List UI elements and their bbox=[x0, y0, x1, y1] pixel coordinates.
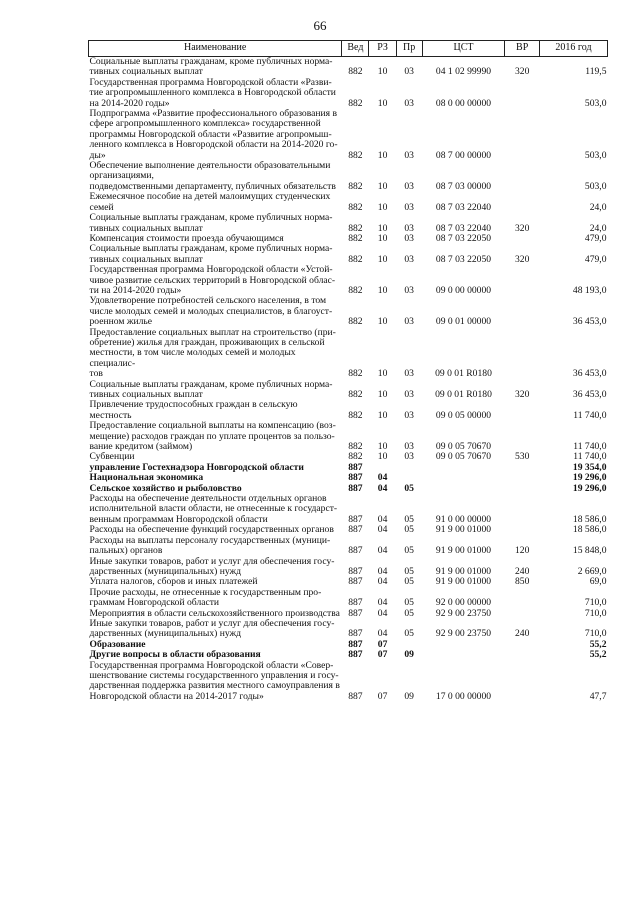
table-row bbox=[89, 400, 608, 421]
row-name bbox=[89, 661, 342, 703]
row-vr bbox=[505, 328, 540, 380]
row-name-line: Государственная программа Новгородской области «Устой- bbox=[89, 264, 333, 276]
row-cst: 91 9 00 01000 bbox=[435, 545, 492, 557]
row-name bbox=[89, 192, 342, 213]
row-pr: 03 bbox=[404, 149, 414, 161]
row-rz: 04 bbox=[377, 576, 388, 588]
row-vr: 240 bbox=[514, 565, 530, 577]
row-vr: 850 bbox=[514, 576, 530, 588]
row-ved: 887 bbox=[348, 576, 363, 588]
table-row bbox=[89, 328, 608, 380]
row-ved: 887 bbox=[348, 545, 363, 557]
row-name-line: тивных социальных выплат bbox=[89, 389, 203, 400]
header-rz: РЗ bbox=[369, 41, 396, 57]
row-ved: 882 bbox=[348, 97, 363, 109]
table-row bbox=[89, 57, 608, 78]
row-vr bbox=[505, 650, 540, 660]
row-pr: 09 bbox=[404, 690, 414, 702]
row-pr: 05 bbox=[404, 565, 414, 577]
row-sum: 11 740,0 bbox=[573, 409, 607, 421]
row-vr bbox=[505, 265, 540, 296]
header-cst: ЦСТ bbox=[422, 41, 505, 57]
row-name-line: чивое развитие сельских территорий в Новгородской облас- bbox=[89, 274, 336, 286]
header-ved: Вед bbox=[342, 41, 369, 57]
row-rz: 04 bbox=[377, 524, 388, 536]
row-cst: 91 9 00 01000 bbox=[435, 565, 492, 577]
row-pr: 05 bbox=[404, 482, 414, 494]
row-name-line: мещение) расходов граждан по уплате процентов за пользо- bbox=[89, 430, 335, 442]
row-rz: 04 bbox=[377, 597, 388, 609]
row-pr: 03 bbox=[404, 97, 414, 109]
row-pr: 05 bbox=[404, 607, 414, 619]
table-row bbox=[89, 296, 608, 327]
row-name bbox=[89, 161, 342, 192]
row-ved: 887 bbox=[348, 649, 363, 661]
table-row bbox=[89, 650, 608, 660]
row-ved: 882 bbox=[348, 284, 363, 296]
row-ved: 887 bbox=[348, 461, 363, 473]
row-name-line: тивных социальных выплат bbox=[89, 253, 203, 265]
row-sum: 19 354,0 bbox=[572, 461, 607, 473]
row-sum: 503,0 bbox=[584, 180, 607, 192]
row-name-line: Социальные выплаты гражданам, кроме публичных норма- bbox=[89, 56, 333, 67]
row-name-line: Образование bbox=[89, 638, 146, 650]
row-name-line: Прочие расходы, не отнесенные к государственным про- bbox=[89, 586, 322, 598]
row-name-line: ти на 2014-2020 годы» bbox=[89, 284, 182, 296]
row-rz: 10 bbox=[377, 149, 388, 161]
row-name-line: Субвенции bbox=[89, 451, 135, 463]
row-name-line: Социальные выплаты гражданам, кроме публичных норма- bbox=[89, 378, 333, 390]
row-rz: 07 bbox=[377, 638, 388, 650]
row-sum: 48 193,0 bbox=[572, 284, 607, 296]
row-rz: 10 bbox=[377, 441, 388, 453]
row-pr: 03 bbox=[404, 284, 414, 296]
row-name-line: управление Гостехнадзора Новгородской области bbox=[89, 461, 304, 473]
table-body bbox=[89, 57, 608, 703]
row-name-line: Расходы на обеспечение деятельности отдельных органов bbox=[89, 493, 327, 505]
table-row bbox=[89, 213, 608, 234]
row-name-line: венным программам Новгородской области bbox=[89, 513, 268, 525]
row-vr: 240 bbox=[514, 628, 530, 640]
row-cst: 91 9 00 01000 bbox=[435, 576, 492, 588]
row-vr bbox=[505, 192, 540, 213]
row-ved: 887 bbox=[348, 565, 363, 577]
row-name-line: исполнительной власти области, не отнесенные к государст- bbox=[89, 503, 338, 515]
row-sum: 19 296,0 bbox=[572, 472, 607, 484]
row-vr bbox=[505, 609, 540, 619]
row-name-line: программы Новгородской области «Развитие агропромыш- bbox=[89, 128, 332, 140]
row-name-line: подведомственными департаменту, публичных обязательств bbox=[89, 180, 336, 192]
row-cst: 09 0 05 70670 bbox=[435, 451, 492, 463]
row-sum: 18 586,0 bbox=[572, 513, 607, 525]
row-name-line: Новгородской области на 2014-2017 годы» bbox=[89, 690, 264, 702]
row-vr bbox=[505, 473, 540, 483]
row-name-line: числе молодых семей и молодых специалистов, в благоуст- bbox=[89, 305, 333, 317]
row-cst: 92 9 00 23750 bbox=[435, 607, 492, 619]
row-cst: 17 0 00 00000 bbox=[435, 690, 492, 702]
row-cst: 08 7 03 22040 bbox=[435, 201, 492, 213]
row-rz: 10 bbox=[377, 201, 388, 213]
row-sum: 36 453,0 bbox=[572, 316, 607, 328]
row-name bbox=[89, 494, 342, 525]
row-sum: 24,0 bbox=[589, 201, 607, 213]
row-cst: 09 0 05 70670 bbox=[435, 441, 492, 453]
row-sum: 69,0 bbox=[589, 576, 607, 588]
row-vr bbox=[505, 640, 540, 650]
row-sum: 18 586,0 bbox=[572, 524, 607, 536]
row-name-line: дарственных (муниципальных) нужд bbox=[89, 628, 242, 640]
row-rz: 10 bbox=[377, 284, 388, 296]
row-name bbox=[89, 109, 342, 161]
row-name-line: Мероприятия в области сельскохозяйственного производства bbox=[89, 607, 340, 619]
row-name-line: Сельское хозяйство и рыболовство bbox=[89, 482, 242, 494]
row-sum: 503,0 bbox=[584, 97, 607, 109]
row-name-line: на 2014-2020 годы» bbox=[89, 97, 170, 109]
row-vr: 530 bbox=[514, 451, 530, 463]
row-pr: 05 bbox=[404, 524, 414, 536]
row-sum: 55,2 bbox=[589, 649, 607, 661]
row-sum: 710,0 bbox=[584, 628, 607, 640]
row-sum: 479,0 bbox=[584, 253, 607, 265]
row-pr: 03 bbox=[404, 66, 414, 78]
row-sum: 47,7 bbox=[589, 690, 607, 702]
row-name bbox=[89, 619, 342, 640]
row-rz: 10 bbox=[377, 409, 388, 421]
row-name bbox=[89, 536, 342, 557]
row-name-line: Компенсация стоимости проезда обучающимся bbox=[89, 232, 284, 244]
row-rz: 10 bbox=[377, 222, 388, 234]
row-name-line: Предоставление социальных выплат на строительство (при- bbox=[89, 326, 336, 338]
row-pr: 05 bbox=[404, 628, 414, 640]
row-cst: 09 0 01 R0180 bbox=[435, 389, 492, 400]
row-pr: 03 bbox=[404, 201, 414, 213]
row-name bbox=[89, 421, 342, 452]
row-rz: 04 bbox=[377, 628, 388, 640]
row-name-line: пальных) органов bbox=[89, 545, 163, 557]
row-vr bbox=[505, 484, 540, 494]
row-ved: 882 bbox=[348, 451, 363, 463]
row-name-line: ды» bbox=[89, 149, 106, 161]
row-cst: 92 9 00 23750 bbox=[435, 628, 492, 640]
row-vr bbox=[505, 400, 540, 421]
row-name-line: тов bbox=[89, 368, 103, 380]
row-rz: 10 bbox=[377, 253, 388, 265]
row-rz: 10 bbox=[377, 97, 388, 109]
row-rz: 10 bbox=[377, 368, 388, 380]
row-cst: 09 0 00 00000 bbox=[435, 284, 492, 296]
row-cst: 08 7 03 00000 bbox=[435, 180, 492, 192]
row-name bbox=[89, 296, 342, 327]
row-cst: 08 0 00 00000 bbox=[435, 97, 492, 109]
row-name-line: сфере агропромышленного комплекса» государственной bbox=[89, 118, 321, 130]
row-cst: 92 0 00 00000 bbox=[435, 597, 492, 609]
row-name-line: дарственная поддержка развития местного самоуправления в bbox=[89, 680, 340, 692]
row-rz: 10 bbox=[377, 180, 388, 192]
row-name-line: местности, в том числе молодых семей и молодых специалис- bbox=[89, 347, 296, 369]
row-cst: 08 7 03 22050 bbox=[435, 232, 492, 244]
row-name-line: Расходы на обеспечение функций государственных органов bbox=[89, 524, 334, 536]
header-sum: 2016 год bbox=[539, 41, 607, 57]
row-ved: 882 bbox=[348, 253, 363, 265]
row-name-line: семей bbox=[89, 201, 114, 213]
row-vr bbox=[505, 588, 540, 609]
table-row bbox=[89, 380, 608, 401]
row-name-line: Привлечение трудоспособных граждан в сельскую местность bbox=[89, 399, 298, 421]
row-cst: 08 7 03 22040 bbox=[435, 222, 492, 234]
table-row bbox=[89, 619, 608, 640]
row-pr: 05 bbox=[404, 576, 414, 588]
row-name-line: Иные закупки товаров, работ и услуг для обеспечения госу- bbox=[89, 555, 335, 567]
row-sum: 55,2 bbox=[589, 638, 607, 650]
row-rz: 10 bbox=[377, 316, 388, 328]
row-pr: 05 bbox=[404, 597, 414, 609]
header-name: Наименование bbox=[89, 41, 342, 57]
row-name-line: Другие вопросы в области образования bbox=[89, 649, 261, 661]
row-pr: 05 bbox=[404, 513, 414, 525]
row-ved: 887 bbox=[348, 513, 363, 525]
row-name-line: Национальная экономика bbox=[89, 472, 204, 484]
row-sum: 119,5 bbox=[585, 66, 607, 78]
row-pr: 03 bbox=[404, 180, 414, 192]
row-sum: 710,0 bbox=[584, 607, 607, 619]
row-sum: 36 453,0 bbox=[572, 368, 607, 380]
row-name-line: роенном жилье bbox=[89, 316, 153, 328]
row-name-line: Государственная программа Новгородской области «Совер- bbox=[89, 659, 334, 671]
row-ved: 882 bbox=[348, 66, 363, 78]
row-name bbox=[89, 78, 342, 109]
row-pr: 03 bbox=[404, 232, 414, 244]
row-rz: 07 bbox=[377, 690, 388, 702]
row-sum: 710,0 bbox=[584, 597, 607, 609]
row-name-line: тие агропромышленного комплекса в Новгородской области bbox=[89, 87, 336, 99]
row-name-line: Уплата налогов, сборов и иных платежей bbox=[89, 576, 258, 588]
row-ved: 882 bbox=[348, 409, 363, 421]
row-vr: 320 bbox=[514, 253, 530, 265]
row-name-line: Предоставление социальной выплаты на компенсацию (воз- bbox=[89, 420, 336, 432]
row-cst: 09 0 01 R0180 bbox=[435, 368, 492, 380]
row-pr: 03 bbox=[404, 389, 414, 400]
row-sum: 479,0 bbox=[584, 232, 607, 244]
row-cst bbox=[422, 650, 505, 660]
row-name-line: ленного комплекса в Новгородской области на 2014-2020 го- bbox=[89, 139, 338, 151]
row-cst: 91 0 00 00000 bbox=[435, 513, 492, 525]
row-vr bbox=[505, 525, 540, 535]
row-ved: 882 bbox=[348, 232, 363, 244]
row-cst bbox=[422, 463, 505, 473]
row-vr bbox=[505, 661, 540, 703]
row-name-line: тивных социальных выплат bbox=[89, 222, 203, 234]
row-rz: 04 bbox=[377, 472, 388, 484]
row-ved: 882 bbox=[348, 201, 363, 213]
row-name-line: дарственных (муниципальных) нужд bbox=[89, 565, 242, 577]
row-cst: 09 0 05 00000 bbox=[435, 409, 492, 421]
row-vr bbox=[505, 463, 540, 473]
row-name bbox=[89, 265, 342, 296]
row-sum: 503,0 bbox=[584, 149, 607, 161]
row-ved: 887 bbox=[348, 482, 363, 494]
row-vr bbox=[505, 78, 540, 109]
row-rz: 04 bbox=[377, 482, 388, 494]
row-ved: 887 bbox=[348, 524, 363, 536]
row-vr bbox=[505, 109, 540, 161]
row-name-line: Социальные выплаты гражданам, кроме публичных норма- bbox=[89, 212, 333, 224]
header-vr: ВР bbox=[505, 41, 540, 57]
row-pr: 03 bbox=[404, 316, 414, 328]
row-vr: 320 bbox=[514, 222, 530, 234]
row-rz: 10 bbox=[377, 389, 388, 400]
row-name bbox=[89, 244, 342, 265]
row-name-line: Расходы на выплаты персоналу государственных (муници- bbox=[89, 534, 331, 546]
table-row bbox=[89, 557, 608, 578]
row-name-line: тивных социальных выплат bbox=[89, 66, 203, 78]
row-name-line: обретение) жилья для граждан, проживающих в сельской bbox=[89, 336, 325, 348]
row-rz: 04 bbox=[377, 545, 388, 557]
header-pr: Пр bbox=[396, 41, 422, 57]
table-row bbox=[89, 588, 608, 609]
budget-table bbox=[88, 40, 608, 702]
row-vr bbox=[505, 421, 540, 452]
row-name-line: Социальные выплаты гражданам, кроме публичных норма- bbox=[89, 243, 333, 255]
row-name bbox=[89, 400, 342, 421]
row-cst: 04 1 02 99990 bbox=[435, 66, 492, 78]
row-name bbox=[89, 650, 342, 660]
table-row bbox=[89, 244, 608, 265]
table-row bbox=[89, 536, 608, 557]
row-sum: 15 848,0 bbox=[572, 545, 607, 557]
row-rz: 10 bbox=[377, 232, 388, 244]
row-vr: 320 bbox=[514, 389, 530, 400]
row-vr bbox=[505, 296, 540, 327]
row-name bbox=[89, 328, 342, 380]
row-name-line: Удовлетворение потребностей сельского населения, в том bbox=[89, 295, 327, 307]
row-ved: 882 bbox=[348, 149, 363, 161]
page-number: 66 bbox=[313, 18, 327, 33]
row-pr bbox=[396, 463, 422, 473]
row-sum: 11 740,0 bbox=[573, 451, 607, 463]
row-cst bbox=[422, 484, 505, 494]
row-cst bbox=[422, 640, 505, 650]
row-ved: 882 bbox=[348, 222, 363, 234]
row-rz: 10 bbox=[377, 451, 388, 463]
row-vr bbox=[505, 494, 540, 525]
row-cst: 91 9 00 01000 bbox=[435, 524, 492, 536]
row-rz: 10 bbox=[377, 66, 388, 78]
row-rz: 04 bbox=[377, 565, 388, 577]
row-vr bbox=[505, 161, 540, 192]
row-rz: 07 bbox=[377, 649, 388, 661]
row-sum: 24,0 bbox=[589, 222, 607, 234]
row-sum: 11 740,0 bbox=[573, 441, 607, 453]
row-ved: 887 bbox=[348, 628, 363, 640]
row-ved: 882 bbox=[348, 180, 363, 192]
row-pr: 03 bbox=[404, 409, 414, 421]
row-name-line: шенствование системы государственного управления и госу- bbox=[89, 669, 339, 681]
table-row bbox=[89, 265, 608, 296]
row-rz: 04 bbox=[377, 513, 388, 525]
table-row bbox=[89, 109, 608, 161]
row-rz: 04 bbox=[377, 607, 388, 619]
row-name-line: Иные закупки товаров, работ и услуг для обеспечения госу- bbox=[89, 617, 335, 629]
row-name bbox=[89, 380, 342, 401]
table-row bbox=[89, 192, 608, 213]
row-ved: 882 bbox=[348, 441, 363, 453]
row-pr: 03 bbox=[404, 368, 414, 380]
row-pr: 03 bbox=[404, 451, 414, 463]
row-ved: 887 bbox=[348, 690, 363, 702]
row-name bbox=[89, 57, 342, 78]
table-row bbox=[89, 161, 608, 192]
table-row bbox=[89, 78, 608, 109]
table-row bbox=[89, 661, 608, 703]
row-pr: 09 bbox=[404, 649, 414, 661]
row-name bbox=[89, 588, 342, 609]
row-ved: 882 bbox=[348, 368, 363, 380]
row-vr bbox=[505, 234, 540, 244]
row-name-line: Подпрограмма «Развитие профессионального образования в bbox=[89, 108, 337, 120]
row-pr: 03 bbox=[404, 253, 414, 265]
row-ved: 882 bbox=[348, 316, 363, 328]
row-name-line: вание кредитом (займом) bbox=[89, 441, 193, 453]
row-ved: 882 bbox=[348, 389, 363, 400]
row-ved: 887 bbox=[348, 638, 363, 650]
row-name-line: Государственная программа Новгородской области «Разви- bbox=[89, 76, 332, 88]
row-name-line: Ежемесячное пособие на детей малоимущих студенческих bbox=[89, 191, 331, 203]
table-header-row bbox=[89, 41, 608, 57]
row-cst: 08 7 03 22050 bbox=[435, 253, 492, 265]
row-sum: 19 296,0 bbox=[572, 482, 607, 494]
table-row bbox=[89, 494, 608, 525]
row-pr: 03 bbox=[404, 222, 414, 234]
row-vr: 320 bbox=[514, 66, 530, 78]
row-ved: 887 bbox=[348, 607, 363, 619]
table-row bbox=[89, 421, 608, 452]
row-sum: 36 453,0 bbox=[572, 389, 607, 400]
row-vr: 120 bbox=[514, 545, 530, 557]
row-pr: 03 bbox=[404, 441, 414, 453]
row-name-line: граммам Новгородской области bbox=[89, 597, 220, 609]
row-cst bbox=[422, 473, 505, 483]
row-cst: 08 7 00 00000 bbox=[435, 149, 492, 161]
row-ved: 887 bbox=[348, 597, 363, 609]
row-pr: 05 bbox=[404, 545, 414, 557]
row-name bbox=[89, 213, 342, 234]
row-ved: 887 bbox=[348, 472, 363, 484]
row-cst: 09 0 01 00000 bbox=[435, 316, 492, 328]
row-name bbox=[89, 557, 342, 578]
row-sum: 2 669,0 bbox=[577, 565, 607, 577]
row-name-line: Обеспечение выполнение деятельности образовательными организациями, bbox=[89, 160, 331, 182]
